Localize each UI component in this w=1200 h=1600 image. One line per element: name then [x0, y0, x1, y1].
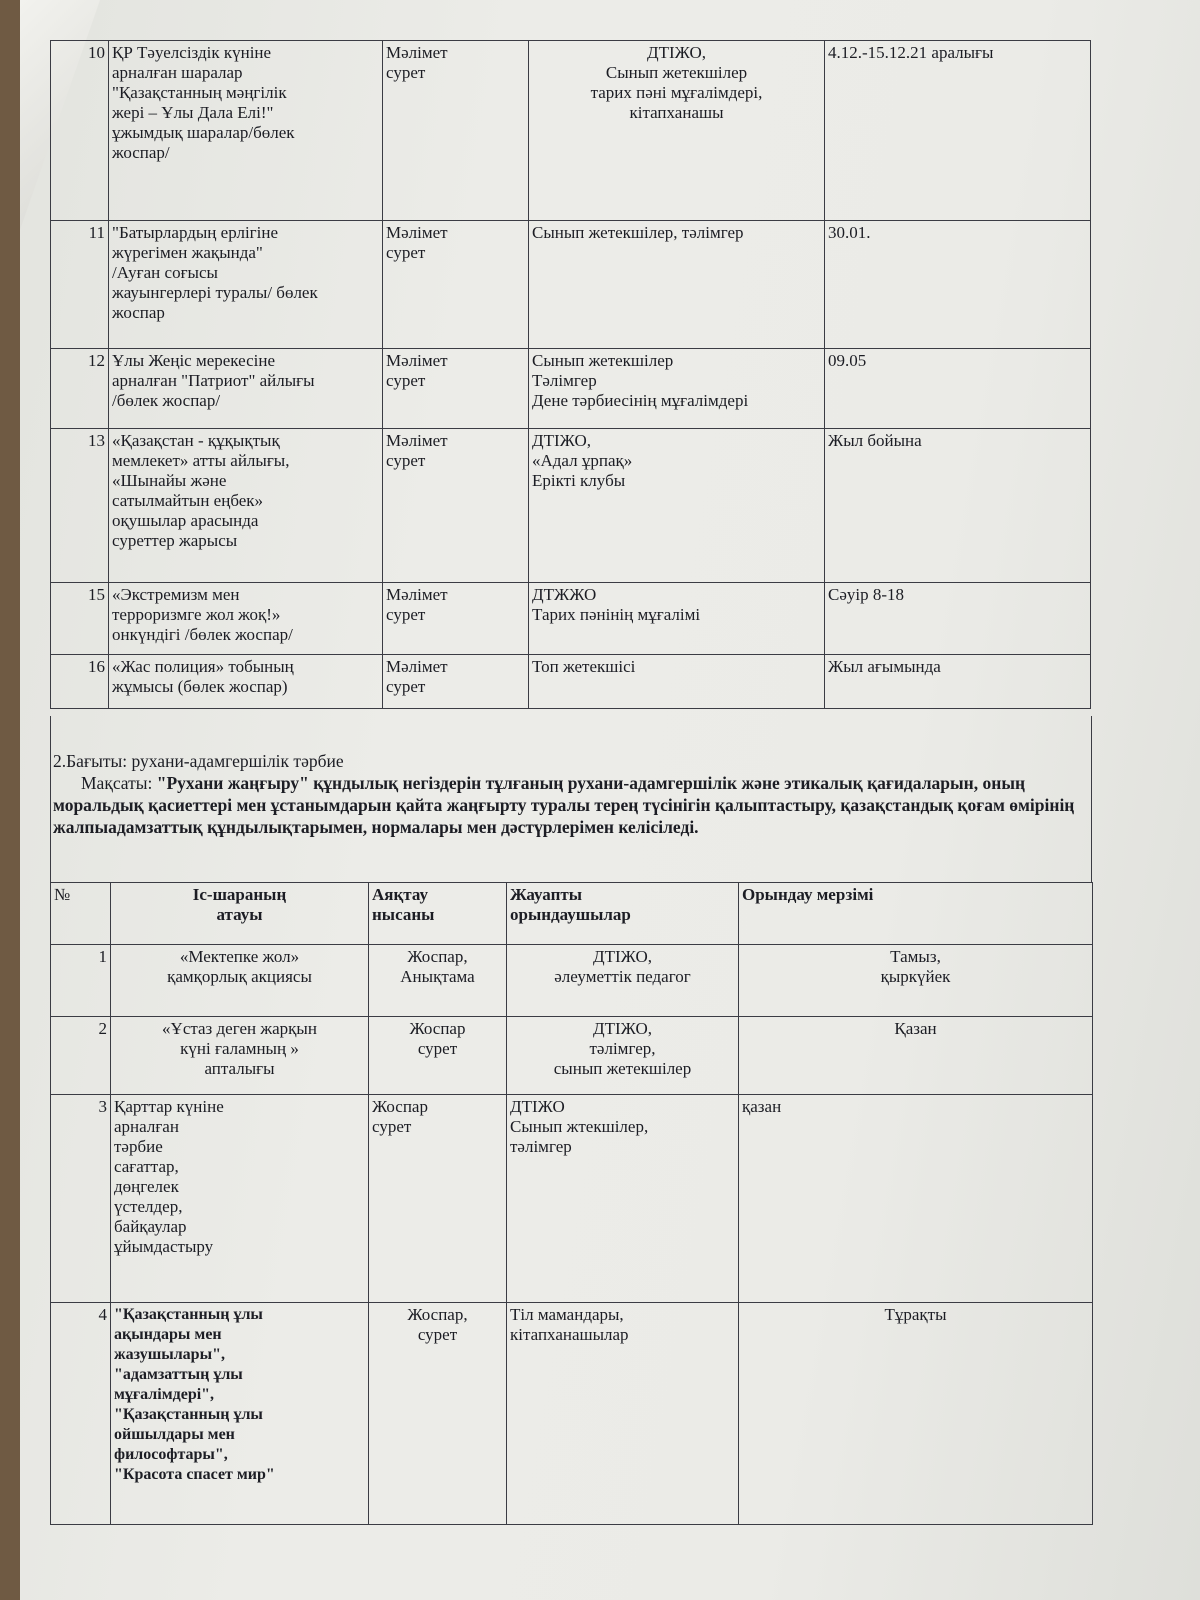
event-name: «Мектепке жол» қамқорлық акциясы — [111, 945, 369, 1017]
events-table-part1 — [50, 40, 1091, 709]
deadline: қазан — [739, 1095, 1093, 1303]
deadline: Тамыз, қыркүйек — [739, 945, 1093, 1017]
deadline: 30.01. — [825, 221, 1091, 349]
row-number: 12 — [51, 349, 109, 429]
completion-form: Жоспар сурет — [369, 1095, 507, 1303]
row-number: 16 — [51, 655, 109, 709]
completion-form: Жоспар сурет — [369, 1017, 507, 1095]
completion-form: Мәлімет сурет — [383, 221, 529, 349]
row-number: 4 — [51, 1303, 111, 1525]
row-number: 3 — [51, 1095, 111, 1303]
event-name: Ұлы Жеңіс мерекесіне арналған "Патриот" айлығы /бөлек жоспар/ — [109, 349, 383, 429]
events-table-part2 — [50, 882, 1093, 1525]
event-name: «Экстремизм мен терроризмге жол жоқ!» онкүндігі /бөлек жоспар/ — [109, 583, 383, 655]
goal-text: "Рухани жаңғыру" құндылық негіздерін тұлғаның рухани-адамгершілік және этикалық қағидаларын, оның моральдық қасиеттері мен ұстанымдарын қайта жаңғырту туралы терең түсінігін қалыптастыру, қазақстандық қоғам өмірінің жалпыадамзаттық құндылықтарымен, нормалары мен дәстүрлерімен келісіледі. — [53, 773, 1075, 837]
event-name: Қарттар күніне арналған тәрбие сағаттар, дөңгелек үстелдер, байқаулар ұйымдастыру — [111, 1095, 369, 1303]
table-row — [51, 583, 1091, 655]
section-direction: 2.Бағыты: рухани-адамгершілік тәрбие — [53, 751, 344, 771]
event-name: ҚР Тәуелсіздік күніне арналған шаралар "Қазақстанның мәңгілік жері – Ұлы Дала Елі!" ұжымдық шаралар/бөлек жоспар/ — [109, 41, 383, 221]
responsible: Сынып жетекшілер, тәлімгер — [529, 221, 825, 349]
responsible: Сынып жетекшілер Тәлімгер Дене тәрбиесінің мұғалімдері — [529, 349, 825, 429]
header-event: Іс-шараның атауы — [111, 883, 369, 945]
responsible: ДТІЖО Сынып жтекшілер, тәлімгер — [507, 1095, 739, 1303]
goal-label: Мақсаты: — [81, 773, 153, 793]
responsible: ДТІЖО, тәлімгер, сынып жетекшілер — [507, 1017, 739, 1095]
table-row — [51, 349, 1091, 429]
deadline: Сәуір 8-18 — [825, 583, 1091, 655]
table-row — [51, 41, 1091, 221]
completion-form: Мәлімет сурет — [383, 41, 529, 221]
section-direction-block — [50, 716, 1092, 882]
deadline: 4.12.-15.12.21 аралығы — [825, 41, 1091, 221]
deadline: Тұрақты — [739, 1303, 1093, 1525]
completion-form: Мәлімет сурет — [383, 349, 529, 429]
deadline: 09.05 — [825, 349, 1091, 429]
table-header-row — [51, 883, 1093, 945]
completion-form: Жоспар, сурет — [369, 1303, 507, 1525]
completion-form: Мәлімет сурет — [383, 583, 529, 655]
completion-form: Мәлімет сурет — [383, 655, 529, 709]
table-row — [51, 221, 1091, 349]
table-row — [51, 429, 1091, 583]
responsible: ДТІЖО, «Адал ұрпақ» Ерікті клубы — [529, 429, 825, 583]
responsible: ДТЖЖО Тарих пәнінің мұғалімі — [529, 583, 825, 655]
event-name: «Ұстаз деген жарқын күні ғаламның » апталығы — [111, 1017, 369, 1095]
table-row — [51, 945, 1093, 1017]
event-name: "Қазақстанның ұлы ақындары мен жазушылары", "адамзаттың ұлы мұғалімдері", "Қазақстанның ұлы ойшылдары мен философтары", "Красота спасет мир" — [111, 1303, 369, 1525]
row-number: 2 — [51, 1017, 111, 1095]
header-responsible: Жауапты орындаушылар — [507, 883, 739, 945]
row-number: 11 — [51, 221, 109, 349]
deadline: Қазан — [739, 1017, 1093, 1095]
row-number: 1 — [51, 945, 111, 1017]
row-number: 15 — [51, 583, 109, 655]
event-name: «Жас полиция» тобының жұмысы (бөлек жоспар) — [109, 655, 383, 709]
event-name: «Қазақстан - құқықтық мемлекет» атты айлығы, «Шынайы және сатылмайтын еңбек» оқушылар арасында суреттер жарысы — [109, 429, 383, 583]
responsible: Топ жетекшісі — [529, 655, 825, 709]
deadline: Жыл бойына — [825, 429, 1091, 583]
table-row — [51, 1303, 1093, 1525]
row-number: 13 — [51, 429, 109, 583]
table-row — [51, 1017, 1093, 1095]
table-row — [51, 655, 1091, 709]
responsible: ДТІЖО, әлеуметтік педагог — [507, 945, 739, 1017]
header-deadline: Орындау мерзімі — [739, 883, 1093, 945]
event-name: "Батырлардың ерлігіне жүрегімен жақында" /Ауған соғысы жауынгерлері туралы/ бөлек жоспар — [109, 221, 383, 349]
completion-form: Мәлімет сурет — [383, 429, 529, 583]
completion-form: Жоспар, Анықтама — [369, 945, 507, 1017]
deadline: Жыл ағымында — [825, 655, 1091, 709]
table-row — [51, 1095, 1093, 1303]
header-form: Аяқтау нысаны — [369, 883, 507, 945]
header-number: № — [51, 883, 111, 945]
section-goal-paragraph — [53, 772, 1089, 838]
responsible: Тіл мамандары, кітапханашылар — [507, 1303, 739, 1525]
responsible: ДТІЖО, Сынып жетекшілер тарих пәні мұғалімдері, кітапханашы — [529, 41, 825, 221]
row-number: 10 — [51, 41, 109, 221]
